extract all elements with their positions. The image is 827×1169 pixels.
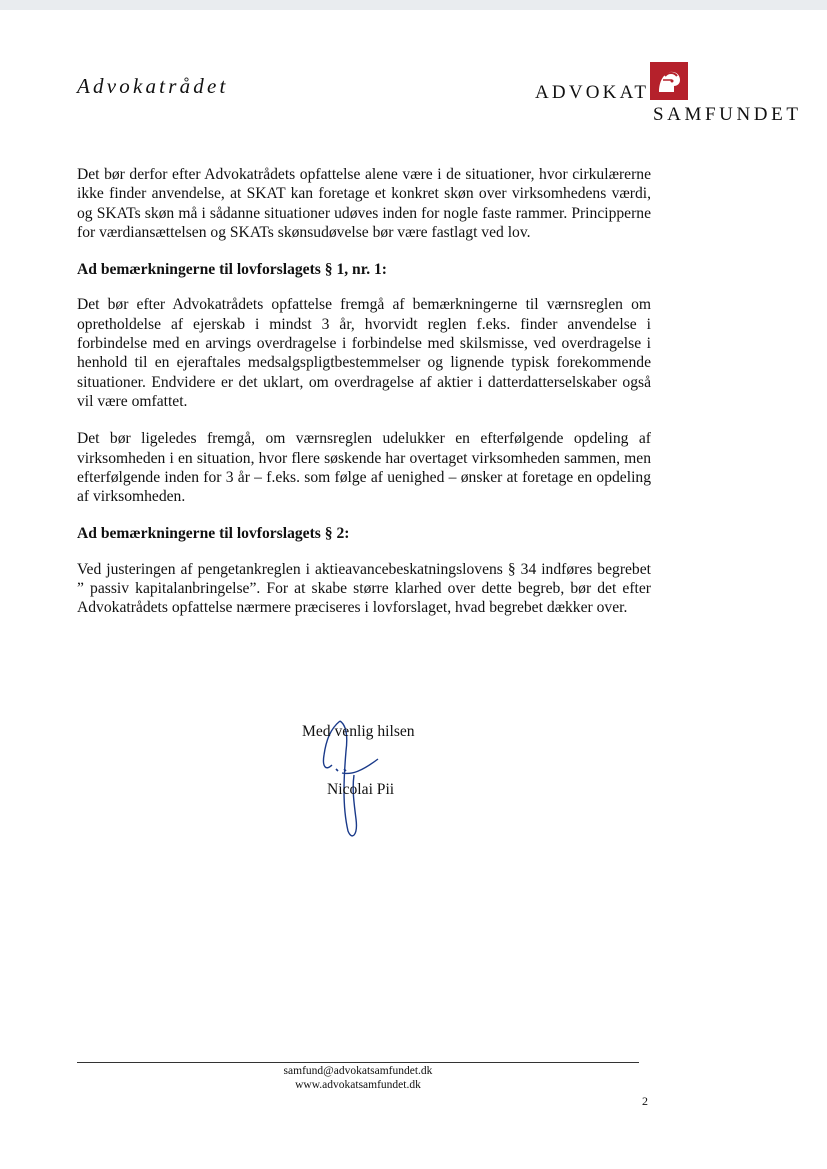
athena-emblem-icon — [650, 62, 688, 100]
header-title: Advokatrådet — [77, 74, 229, 98]
page-number: 2 — [642, 1094, 648, 1108]
paragraph: Det bør derfor efter Advokatrådets opfattelse alene være i de situationer, hvor cirkulærerne ikke finder anvendelse, at SKAT kan foretage et konkret skøn over virksomhedens værdi, og SKATs skøn må i sådanne situationer udøves inden for nogle faste rammer. Principperne for værdiansættelsen og SKATs skønsudøvelse bør være fastlagt ved lov. — [77, 166, 651, 241]
signer-name: Nicolai Pii — [327, 781, 395, 798]
paragraph: Det bør efter Advokatrådets opfattelse fremgå af bemærkningerne til værnsreglen om opretholdelse af ejerskab i mindst 3 år, hvorvidt reglen f.eks. finder anvendelse i forbindelse med en arvings overdragelse i forbindelse med skilsmisse, ved overdragelse i henhold til en ejeraftales medsalgspligtbestemmelser og lignende typisk forekommende situationer. Endvidere er det uklart, om overdragelse af aktier i datterdatterselskaber også vil være omfattet. — [77, 296, 651, 410]
logo-text-advokat: ADVOKAT — [535, 82, 650, 103]
section-heading: Ad bemærkningerne til lovforslagets § 2: — [77, 525, 350, 543]
paragraph: Ved justeringen af pengetankreglen i aktieavancebeskatningslovens § 34 indføres begrebet ” passiv kapitalanbringelse”. For at skabe større klarhed over dette begreb, bør det efter Advokatrådets opfattelse nærmere præciseres i lovforslaget, hvad begrebet dækker over. — [77, 560, 651, 617]
scan-edge — [0, 0, 827, 10]
footer-divider — [77, 1062, 639, 1063]
footer — [77, 1064, 639, 1092]
closing-greeting: Med venlig hilsen — [302, 723, 415, 740]
footer-email: samfund@advokatsamfundet.dk — [283, 1065, 433, 1077]
letter-body — [77, 165, 651, 636]
advokatsamfundet-logo — [535, 62, 805, 124]
logo-text-samfundet: SAMFUNDET — [653, 104, 802, 125]
footer-website: www.advokatsamfundet.dk — [295, 1079, 421, 1091]
section-heading: Ad bemærkningerne til lovforslagets § 1, nr. 1: — [77, 261, 387, 279]
paragraph: Det bør ligeledes fremgå, om værnsreglen udelukker en efterfølgende opdeling af virksomheden i en situation, hvor flere søskende har overtaget virksomheden sammen, men efterfølgende inden for 3 år – f.eks. som følge af uenighed – ønsker at foretage en opdeling af virksomheden. — [77, 430, 651, 506]
